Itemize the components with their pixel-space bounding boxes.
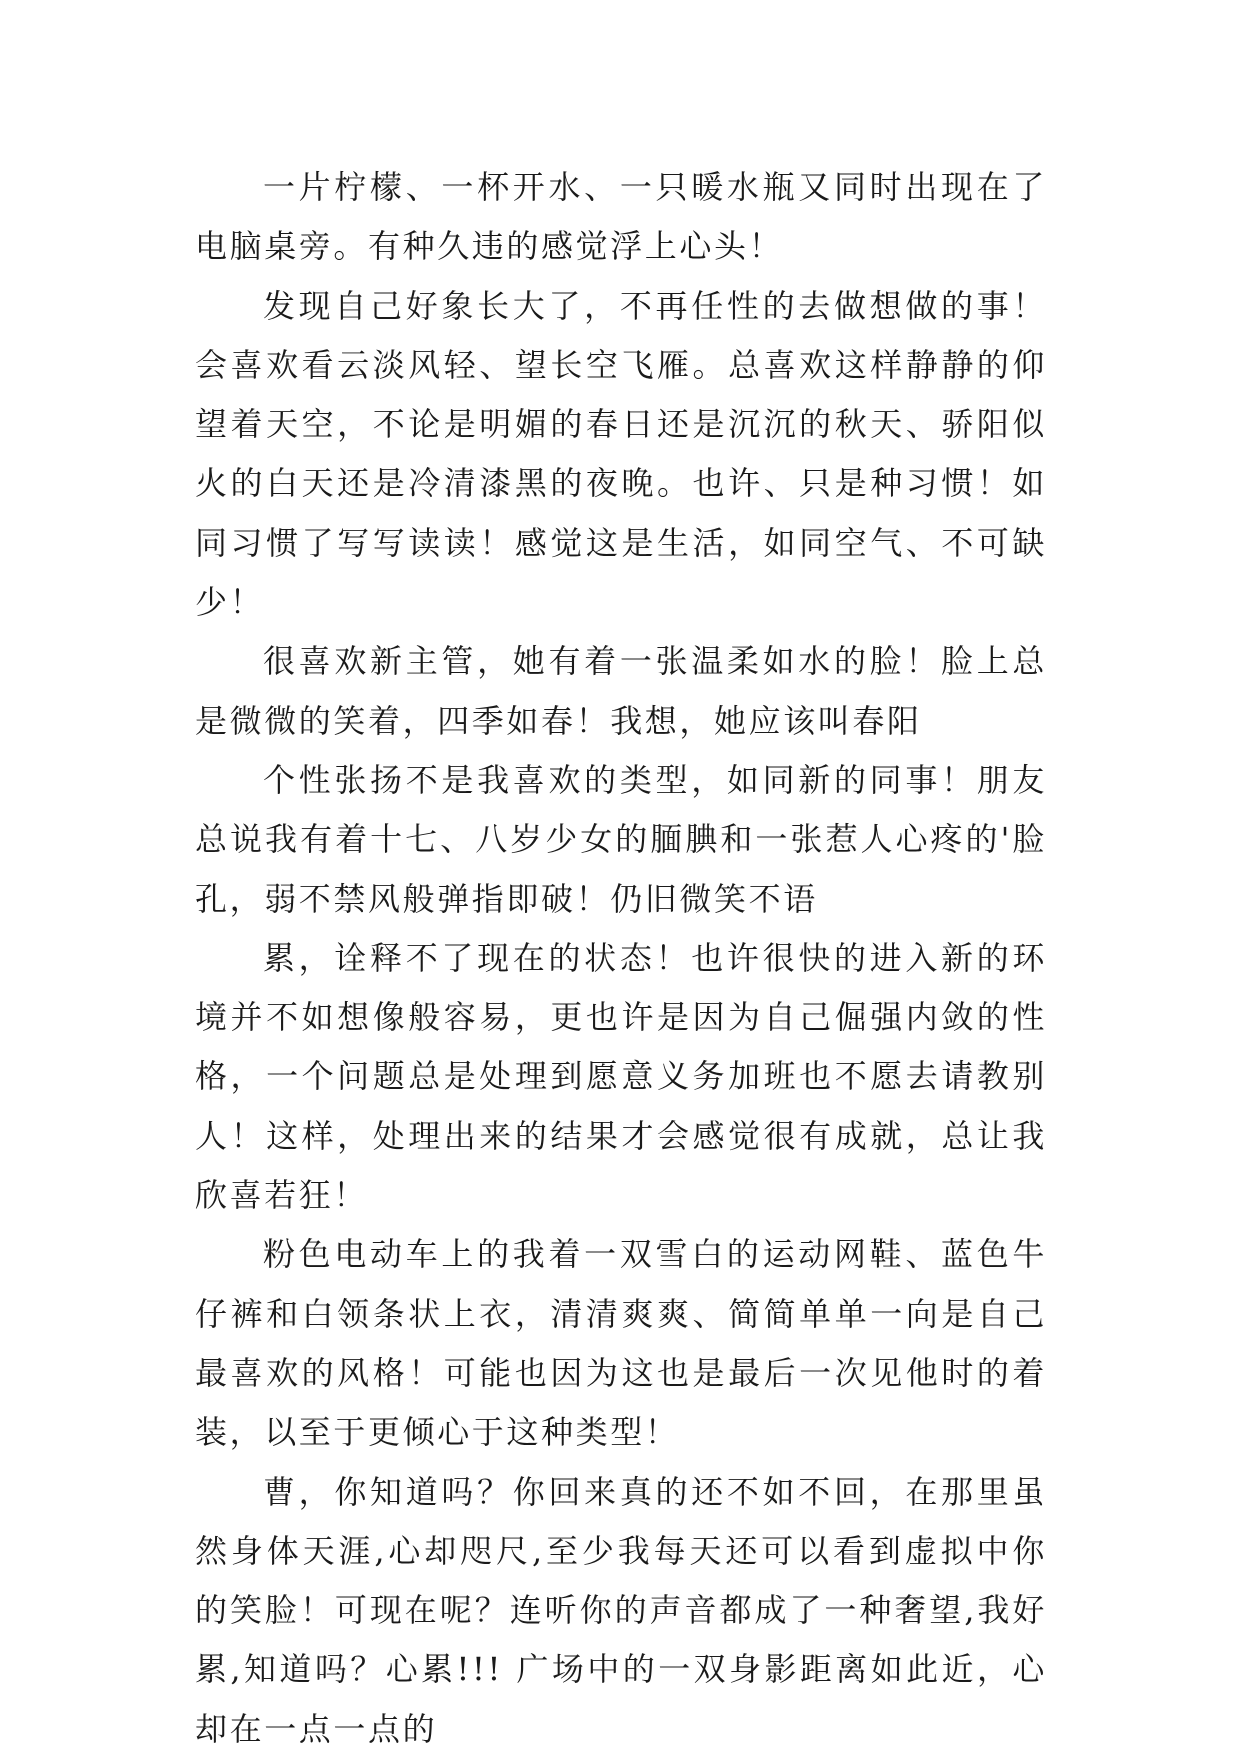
paragraph-7: 曹，你知道吗？你回来真的还不如不回，在那里虽然身体天涯,心却咫尺,至少我每天还可以看到虚拟中你的笑脸！可现在呢？连听你的声音都成了一种奢望,我好累,知道吗？心累!!! 广场中的一双身影距离如此近，心却在一点一点的 bbox=[195, 1472, 1047, 1748]
document-body bbox=[195, 158, 1047, 1759]
paragraph-4: 个性张扬不是我喜欢的类型，如同新的同事！朋友总说我有着十七、八岁少女的腼腆和一张惹人心疼的'脸孔，弱不禁风般弹指即破！仍旧微笑不语 bbox=[195, 760, 1047, 918]
paragraph-5: 累，诠释不了现在的状态！也许很快的进入新的环境并不如想像般容易，更也许是因为自己倔强内敛的性格，一个问题总是处理到愿意义务加班也不愿去请教别人！这样，处理出来的结果才会感觉很有成就，总让我欣喜若狂！ bbox=[195, 938, 1047, 1215]
paragraph-2: 发现自己好象长大了，不再任性的去做想做的事！会喜欢看云淡风轻、望长空飞雁。总喜欢这样静静的仰望着天空，不论是明媚的春日还是沉沉的秋天、骄阳似火的白天还是冷清漆黑的夜晚。也许、只是种习惯！如同习惯了写写读读！感觉这是生活，如同空气、不可缺少！ bbox=[195, 286, 1047, 622]
paragraph-1: 一片柠檬、一杯开水、一只暖水瓶又同时出现在了电脑桌旁。有种久违的感觉浮上心头！ bbox=[195, 168, 1047, 266]
paragraph-3: 很喜欢新主管，她有着一张温柔如水的脸！脸上总是微微的笑着，四季如春！我想，她应该叫春阳 bbox=[195, 642, 1047, 740]
paragraph-6: 粉色电动车上的我着一双雪白的运动网鞋、蓝色牛仔裤和白领条状上衣，清清爽爽、简简单单一向是自己最喜欢的风格！可能也因为这也是最后一次见他时的着装，以至于更倾心于这种类型！ bbox=[195, 1235, 1047, 1452]
